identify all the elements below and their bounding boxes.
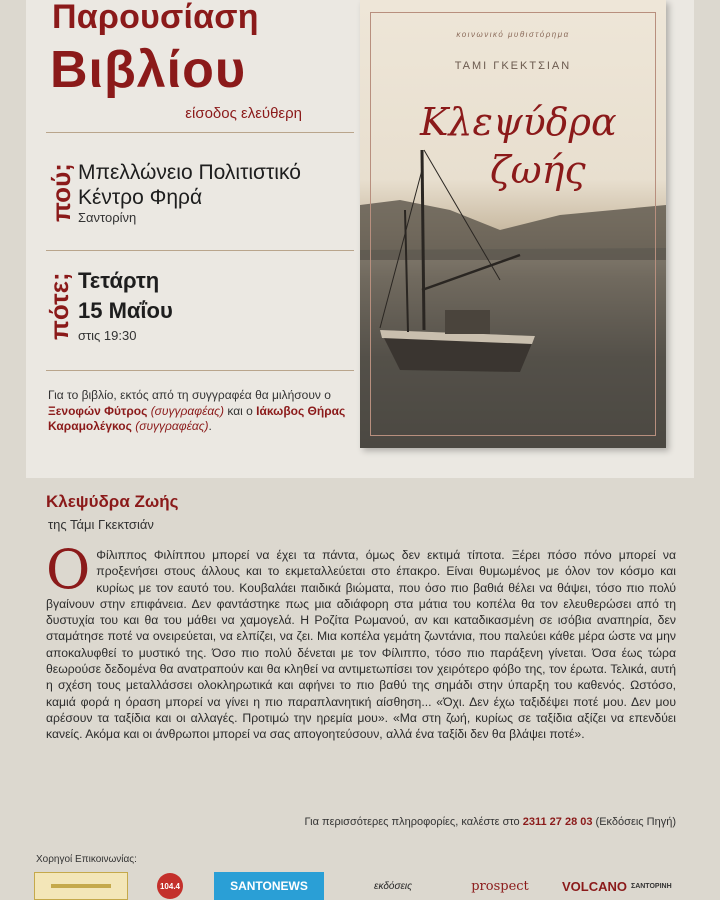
speakers-note <box>48 388 348 435</box>
speaker-2: Ιάκωβος Θήρας Καραμολέγκος <box>48 403 346 433</box>
book-title-line2: ζωής <box>490 148 586 192</box>
divider <box>46 250 354 251</box>
contact-text: Για περισσότερες πληροφορίες, καλέστε στο <box>304 816 520 828</box>
sponsor-logo-a-mark <box>51 881 111 891</box>
sponsor-logo-volcano <box>562 872 688 900</box>
contact-publisher: (Εκδόσεις Πηγή) <box>595 816 676 828</box>
sponsor-logo-radio <box>150 872 190 900</box>
event-date-text: 15 Μαΐου <box>78 298 173 323</box>
cover-border <box>370 12 656 436</box>
contact-phone[interactable]: 2311 27 28 03 <box>522 816 593 828</box>
speaker-1-role: (συγγραφέας) <box>150 403 225 418</box>
event-day: Τετάρτη <box>78 268 160 293</box>
venue-city: Σαντορίνη <box>78 210 137 225</box>
radio-logo-icon: 104.4 <box>157 873 183 899</box>
event-date <box>78 266 278 326</box>
book-series: κοινωνικό μυθιστόρημα <box>456 30 570 39</box>
article-title: Κλεψύδρα Ζωής <box>46 492 179 511</box>
poster-title-line2: Βιβλίου <box>50 41 247 99</box>
article-body-text: Φίλιππος Φιλίππου μπορεί να έχει τα πάντα, όμως δεν εκτιμά τίποτα. Ξέρει πόσο πόνο μπορεί να προξενήσει στους άλλους και το εκμεταλλεύεται στο έπακρο. Είναι θυμωμένος με όλον τον κόσμο και κυρίως με τον εαυτό του. Κουβαλάει παιδικά βιώματα, που όσο πιο βαθιά θέλει να θάψει, τόσο πιο πολύ βγαίνουν στην επιφάνεια. Δεν φαντάστηκε πως μια αδιάφορη στα μάτια του κοπέλα θα τον ελευθερώσει από τη δυστυχία του και θα του μάθει να χαμογελά. Η Ροζίτα Ρωμανού, αν και καταδικασμένη σε ισόβια αναπηρία, δεν σταμάτησε ποτέ να ονειρεύεται, να ελπίζει, να ζει. Μια κοπέλα γεμάτη ζωντάνια, που παλεύει κάθε μέρα ώστε να μην αποκαλυφθεί το μυστικό της. Όσο πιο πολύ δένεται με τον Φίλιππο, τόσο πιο παράξενη γίνεται. Όσα έως τώρα θεωρούσε δεδομένα θα ανατραπούν και θα κληθεί να αντιμετωπίσει τον χειρότερο φόβο της, τον έρωτα. Τελικά, αυτή η σχέση τους μεταλλάσσει ολοκληρωτικά και αφήνει το πιο βαθύ της σημάδι στην ύπαρξη του καθενός. Ωστόσο, καμιά φορά η όραση μπορεί να γίνει η πιο παραπλανητική αίσθηση... «Όχι. Δεν έχω ταξιδέψει ποτέ μου. Δεν μου αρέσουν τα ταξίδια και οι αλλαγές. Προτιμώ την ηρεμία μου». «Μα στη ζωή, κυρίως σε ταξίδια αξίζει να επενδύει κανείς. Ακόμα και οι άνθρωποι μπορεί να σας απογοητεύσουν, αλλά ένα ταξίδι δεν θα βλάψει ποτέ». <box>46 548 676 742</box>
speakers-intro: Για το βιβλίο, εκτός από τη συγγραφέα θα μιλήσουν ο <box>48 388 331 402</box>
event-time: στις 19:30 <box>78 328 137 343</box>
divider <box>46 370 354 371</box>
sponsor-logo-santonews: SANTONEWS <box>214 872 324 900</box>
free-entry-note: είσοδος ελεύθερη <box>185 105 302 122</box>
article-author: της Τάμι Γκεκτσιάν <box>48 517 154 532</box>
divider <box>46 132 354 133</box>
volcano-sub: ΣΑΝΤΟΡΙΝΗ <box>631 882 672 890</box>
sponsors-label: Χορηγοί Επικοινωνίας: <box>36 854 137 865</box>
when-label: πότε; <box>44 272 74 340</box>
book-author: ΤΑΜΙ ΓΚΕΚΤΣΙΑΝ <box>454 60 572 72</box>
where-label: πού; <box>46 163 76 222</box>
speaker-1: Ξενοφών Φύτρος <box>48 403 148 418</box>
venue-name: Μπελλώνειο Πολιτιστικό Κέντρο Φηρά <box>78 161 301 209</box>
sponsor-logo-ekdoseis: εκδόσεις <box>374 880 412 892</box>
speakers-join: και ο <box>227 403 253 418</box>
speakers-end: . <box>208 419 212 433</box>
contact-info <box>200 816 676 828</box>
sponsor-logo-prospect: prospect <box>471 878 529 894</box>
sponsor-logo-a <box>34 872 128 900</box>
article-body <box>46 538 676 743</box>
speaker-2-role: (συγγραφέας) <box>135 419 209 433</box>
poster-title-line1: Παρουσίαση <box>52 0 259 36</box>
drop-cap: Ο <box>46 538 91 601</box>
book-title-line1: Κλεψύδρα <box>420 100 617 144</box>
volcano-name: VOLCANO <box>562 878 627 894</box>
book-cover <box>360 0 666 448</box>
